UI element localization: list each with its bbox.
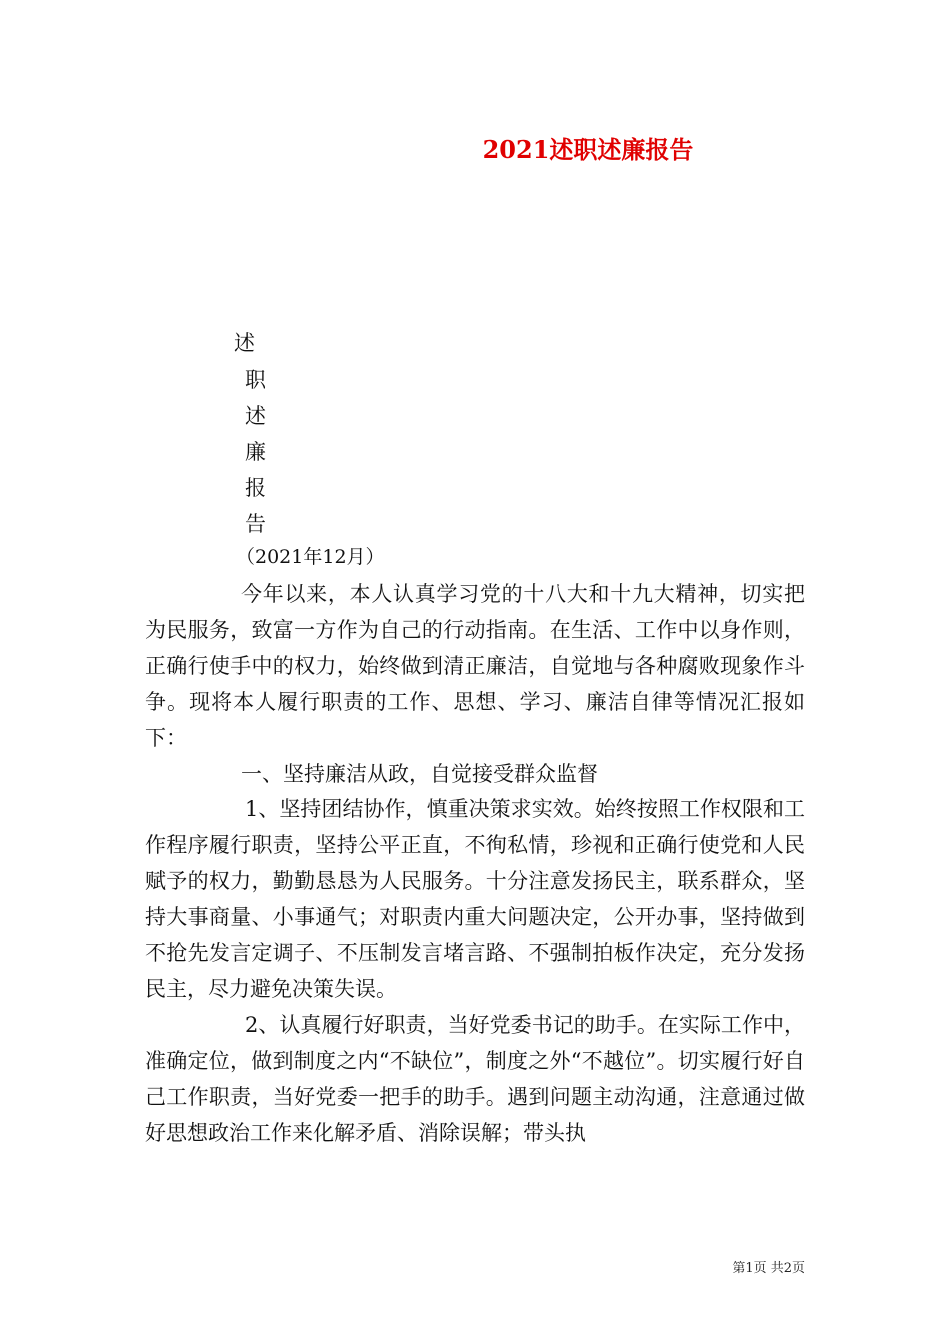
vertical-title-char: 述: [234, 331, 255, 355]
document-title: 2021述职述廉报告: [482, 135, 694, 164]
body-paragraph: 2、认真履行好职责，当好党委书记的助手。在实际工作中，准确定位，做到制度之内“不缺位”，制度之外“不越位”。切实履行好自己工作职责，当好党委一把手的助手。遇到问题主动沟通，注意通过做好思想政治工作来化解矛盾、消除误解；带头执: [145, 1012, 805, 1145]
vertical-title-char: 廉: [245, 440, 266, 464]
vertical-title-char: 述: [245, 404, 266, 428]
vertical-title-char: 报: [245, 476, 266, 500]
intro-paragraph: 今年以来，本人认真学习党的十八大和十九大精神，切实把为民服务，致富一方作为自己的行动指南。在生活、工作中以身作则，正确行使手中的权力，始终做到清正廉洁，自觉地与各种腐败现象作斗争。现将本人履行职责的工作、思想、学习、廉洁自律等情况汇报如下：: [145, 582, 805, 750]
section-heading: 一、坚持廉洁从政，自觉接受群众监督: [241, 761, 598, 786]
body-paragraph: 1、坚持团结协作，慎重决策求实效。始终按照工作权限和工作程序履行职责，坚持公平正直，不徇私情，珍视和正确行使党和人民赋予的权力，勤勤恳恳为人民服务。十分注意发扬民主，联系群众，坚持大事商量、小事通气；对职责内重大问题决定，公开办事，坚持做到不抢先发言定调子、不压制发言堵言路、不强制拍板作决定，充分发扬民主，尽力避免决策失误。: [145, 797, 805, 1001]
vertical-title-char: 告: [245, 512, 266, 536]
report-date: （2021年12月）: [236, 546, 385, 568]
page-number: 第1页 共2页: [732, 1261, 805, 1276]
document-body: [145, 577, 805, 1152]
vertical-title-char: 职: [245, 368, 266, 392]
